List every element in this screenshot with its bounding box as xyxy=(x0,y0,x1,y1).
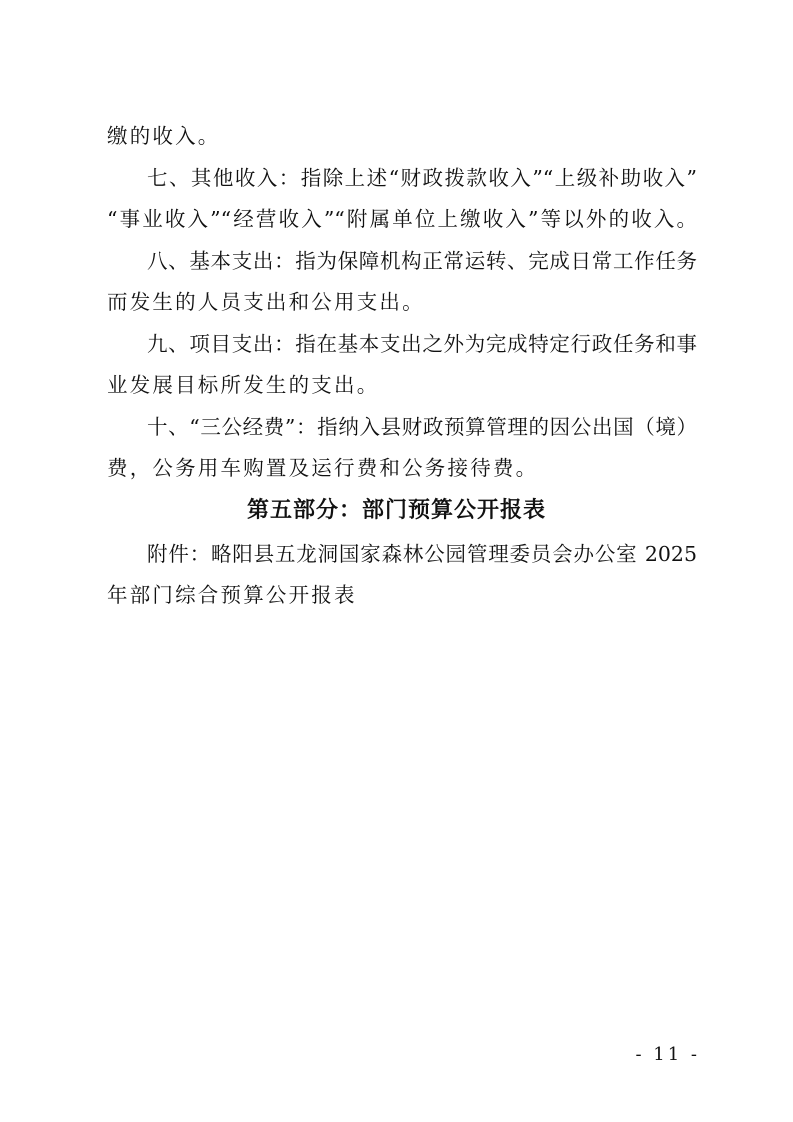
text-line-5: 而发生的人员支出和公用支出。 xyxy=(107,290,425,314)
text-line-1: 缴的收入。 xyxy=(107,124,221,148)
text-line-6: 九、项目支出：指在基本支出之外为完成特定行政任务和事 xyxy=(147,332,697,356)
text-line-7: 业发展目标所发生的支出。 xyxy=(107,373,380,397)
section-heading: 第五部分：部门预算公开报表 xyxy=(246,498,546,523)
page-number: - 11 - xyxy=(635,1044,700,1065)
text-line-3: “事业收入”“经营收入”“附属单位上缴收入”等以外的收入。 xyxy=(107,207,697,231)
text-line-4: 八、基本支出：指为保障机构正常运转、完成日常工作任务 xyxy=(147,249,697,273)
text-line-8: 十、“三公经费”：指纳入县财政预算管理的因公出国（境） xyxy=(147,415,697,439)
text-line-2: 七、其他收入：指除上述“财政拨款收入”“上级补助收入” xyxy=(147,166,697,190)
attachment-line-1: 附件：略阳县五龙洞国家森林公园管理委员会办公室 2025 xyxy=(147,542,697,566)
attachment-line-2: 年部门综合预算公开报表 xyxy=(107,583,357,607)
text-line-9: 费，公务用车购置及运行费和公务接待费。 xyxy=(107,456,539,480)
